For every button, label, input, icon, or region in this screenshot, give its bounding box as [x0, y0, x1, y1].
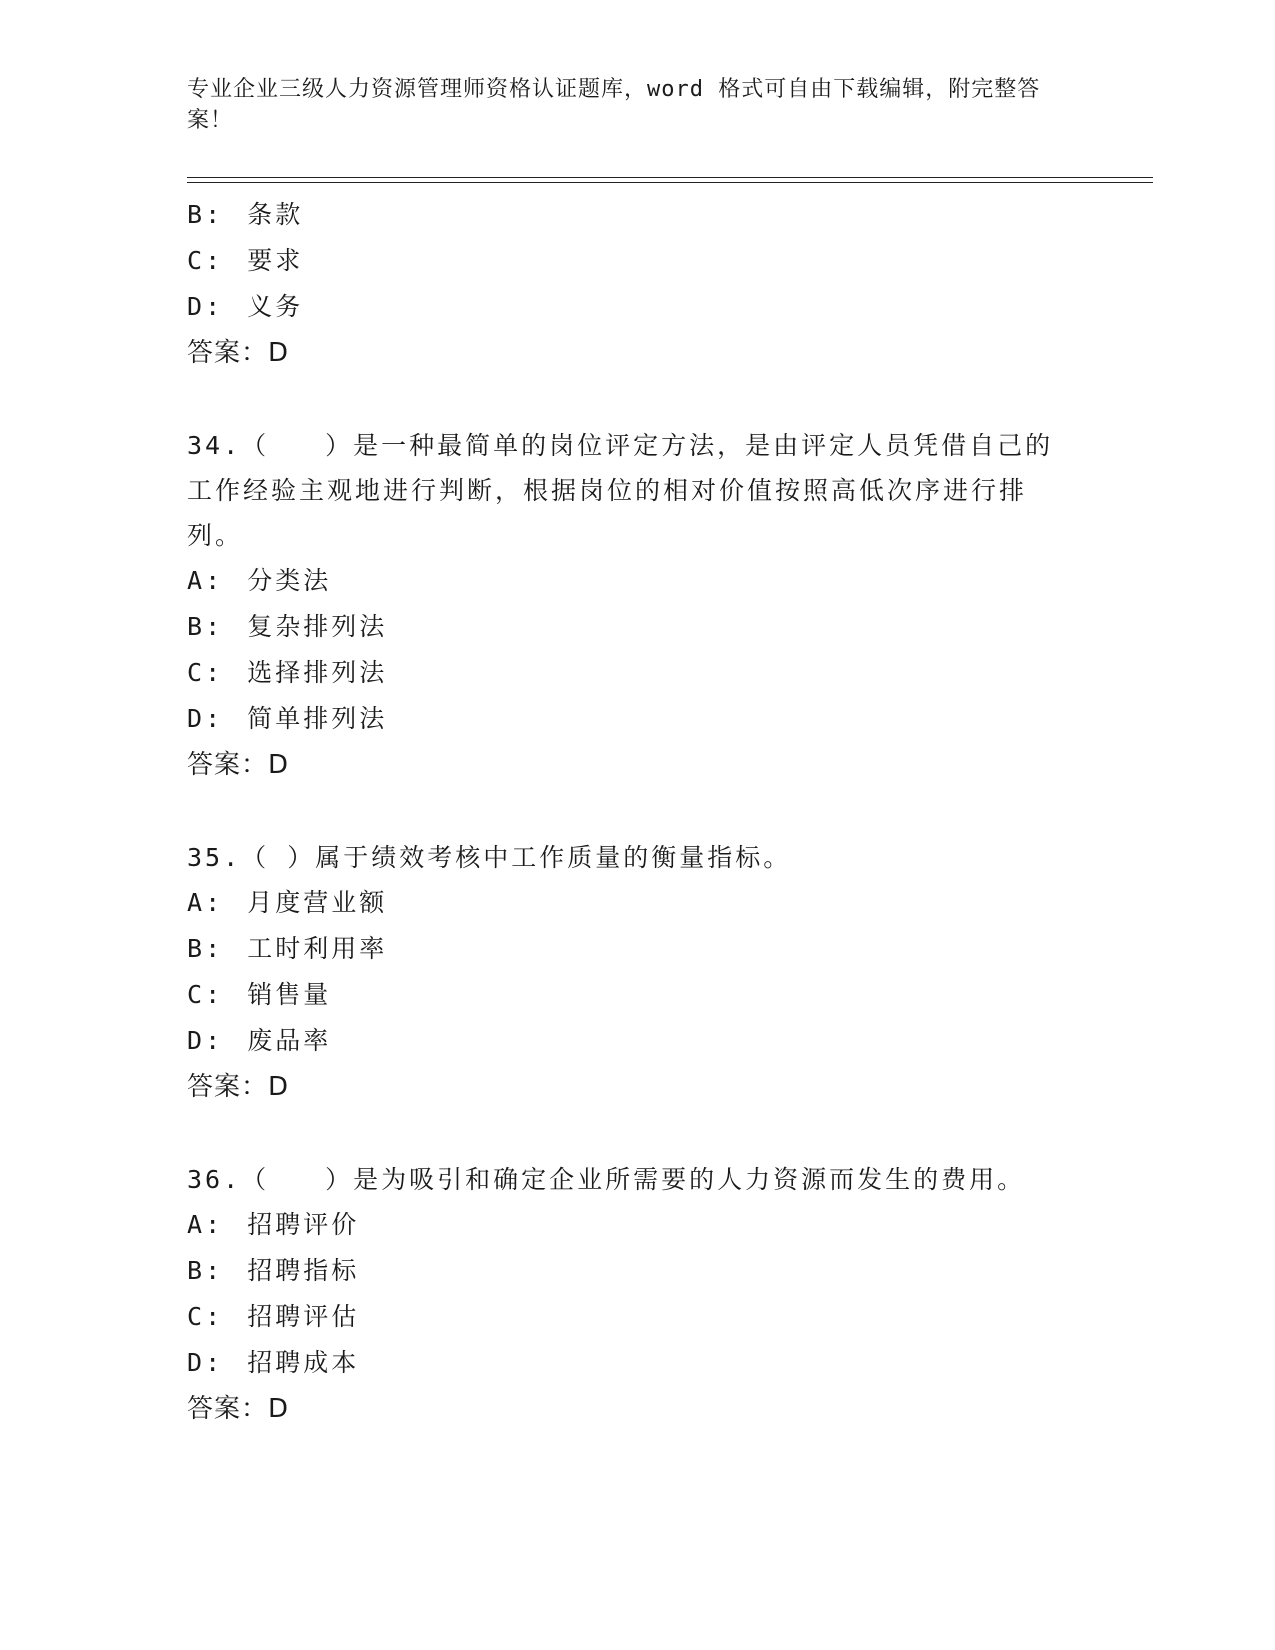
question-stem: 35.（ ）属于绩效考核中工作质量的衡量指标。 — [187, 843, 792, 872]
option-c: C: 招聘评估 — [187, 1302, 360, 1331]
option-b: B: 复杂排列法 — [187, 612, 388, 641]
option-c: C: 要求 — [187, 246, 304, 275]
question-35 — [187, 835, 1087, 1110]
header-rule-top — [187, 177, 1153, 178]
option-d: D: 废品率 — [187, 1026, 332, 1055]
option-a: A: 分类法 — [187, 566, 332, 595]
option-c: C: 销售量 — [187, 980, 332, 1009]
option-a: A: 招聘评价 — [187, 1210, 360, 1239]
answer-line: 答案：D — [187, 338, 290, 368]
question-33-tail — [187, 192, 1087, 376]
spacer — [187, 1110, 1087, 1157]
option-b: B: 条款 — [187, 200, 304, 229]
question-36 — [187, 1157, 1087, 1432]
spacer — [187, 376, 1087, 423]
option-d: D: 义务 — [187, 292, 304, 321]
option-b: B: 工时利用率 — [187, 934, 388, 963]
question-stem: 34.（ ）是一种最简单的岗位评定方法，是由评定人员凭借自己的工作经验主观地进行判断，根据岗位的相对价值按照高低次序进行排列。 — [187, 431, 1054, 550]
option-d: D: 简单排列法 — [187, 704, 388, 733]
spacer — [187, 788, 1087, 835]
question-stem: 36.（ ）是为吸引和确定企业所需要的人力资源而发生的费用。 — [187, 1165, 1026, 1194]
option-c: C: 选择排列法 — [187, 658, 388, 687]
answer-line: 答案：D — [187, 1072, 290, 1102]
option-a: A: 月度营业额 — [187, 888, 388, 917]
header-rule-bottom — [187, 182, 1153, 183]
option-b: B: 招聘指标 — [187, 1256, 360, 1285]
answer-line: 答案：D — [187, 750, 290, 780]
question-34 — [187, 423, 1087, 788]
page-header: 专业企业三级人力资源管理师资格认证题库，word 格式可自由下载编辑，附完整答案！ — [187, 77, 1041, 133]
option-d: D: 招聘成本 — [187, 1348, 360, 1377]
answer-line: 答案：D — [187, 1394, 290, 1424]
question-content — [187, 192, 1087, 1432]
